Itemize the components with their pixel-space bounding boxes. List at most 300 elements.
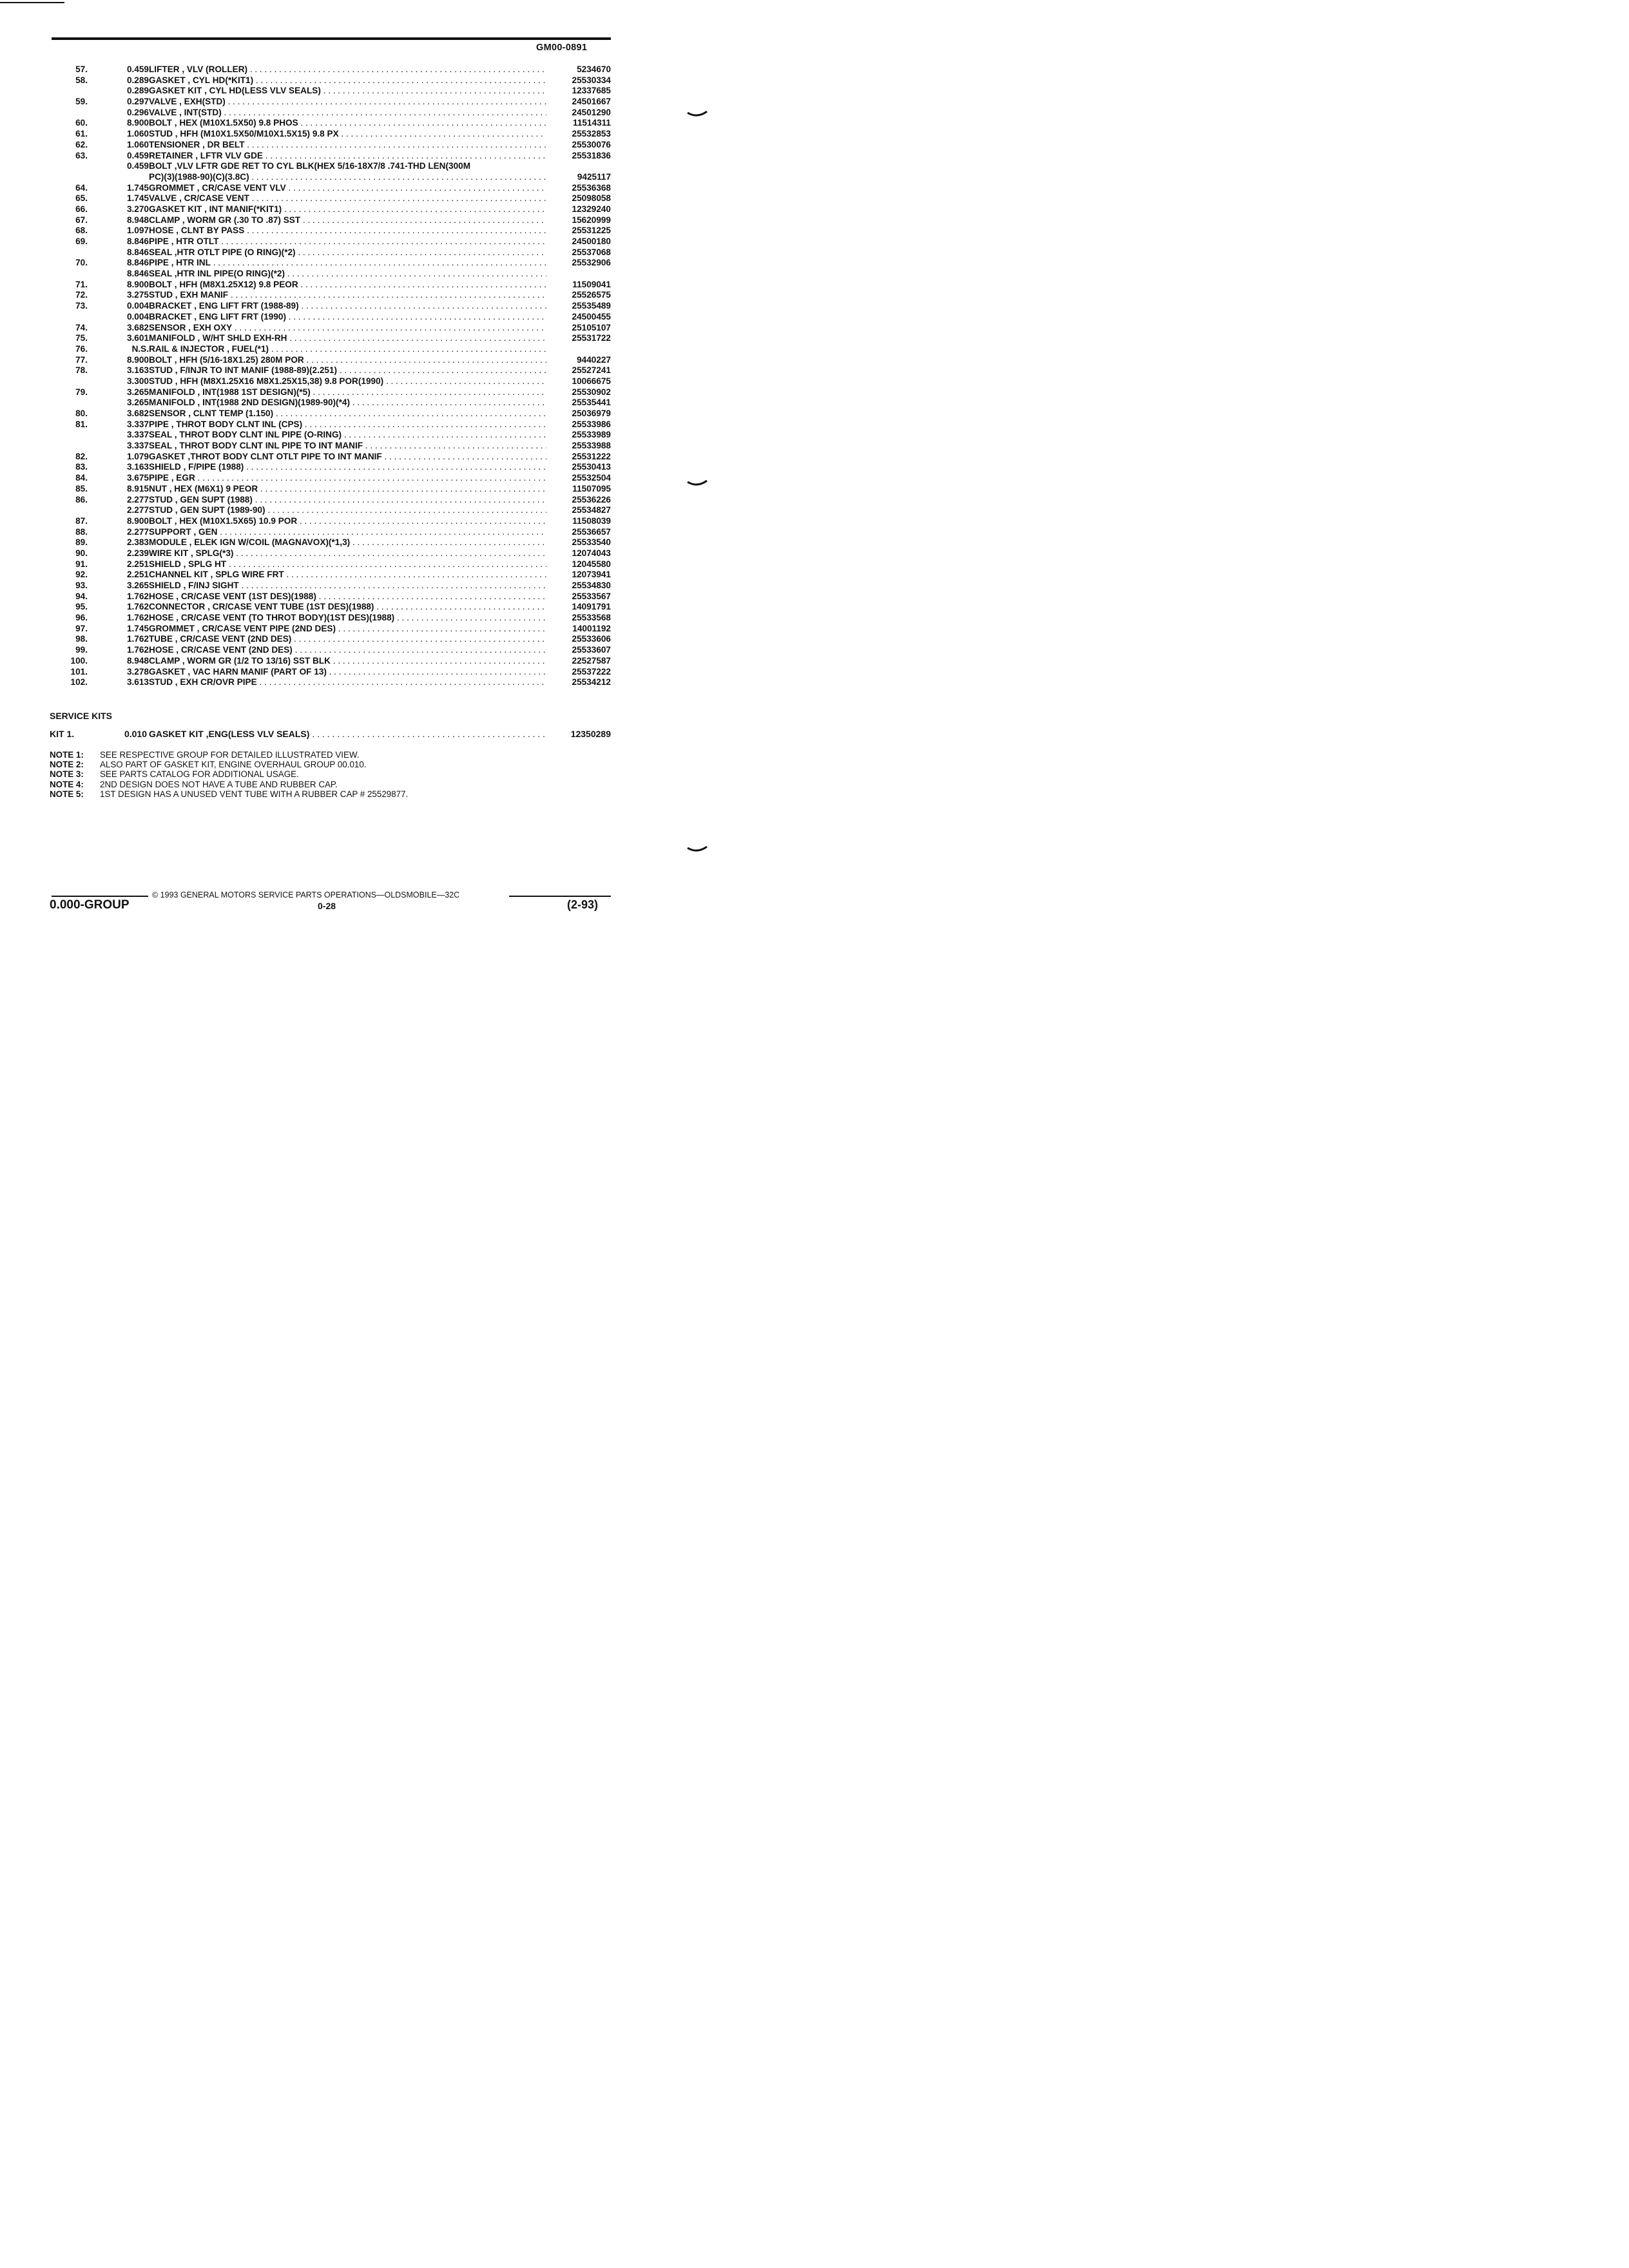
group-number: 8.900 <box>126 279 149 289</box>
part-description: NUT , HEX (M6X1) 9 PEOR . . . <box>149 484 546 495</box>
part-number: 25527241 <box>572 365 611 376</box>
part-number: 25098058 <box>572 193 611 204</box>
part-row <box>52 108 611 119</box>
part-number: 11509041 <box>572 279 611 289</box>
part-description: BOLT , HEX (M10X1.5X50) 9.8 PHOS . . . <box>149 118 546 129</box>
part-row <box>52 634 611 645</box>
item-number: 74. <box>75 322 88 332</box>
part-number: 25533567 <box>572 591 611 601</box>
part-row <box>52 484 611 495</box>
part-description: MANIFOLD , INT(1988 1ST DESIGN)(*5) . . . <box>149 387 546 398</box>
note-label: NOTE 1: <box>50 750 84 760</box>
part-description: GASKET KIT , INT MANIF(*KIT1) . . . <box>149 204 546 215</box>
group-number: 3.278 <box>126 666 149 677</box>
item-number: 61. <box>75 129 88 139</box>
group-number: 0.297 <box>126 97 149 107</box>
part-number: 11508039 <box>572 515 611 526</box>
kit-label: KIT 1. <box>50 729 75 739</box>
binder-ring-mark <box>687 846 708 855</box>
part-number: 25536226 <box>572 494 611 505</box>
item-number: 70. <box>75 258 88 268</box>
item-number: 84. <box>75 473 88 483</box>
kit-part-number: 12350289 <box>570 729 611 739</box>
group-number: N.S. <box>131 343 149 354</box>
item-number: 65. <box>75 193 88 204</box>
group-number: 0.459 <box>126 150 149 160</box>
part-number: 12073941 <box>572 570 611 580</box>
group-number: 1.762 <box>126 634 149 644</box>
part-row <box>52 344 611 355</box>
group-number: 3.270 <box>126 204 149 214</box>
part-description: TUBE , CR/CASE VENT (2ND DES) . . . <box>149 634 546 645</box>
part-description: GROMMET , CR/CASE VENT PIPE (2ND DES) . . . <box>149 624 546 635</box>
group-label: 0.000-GROUP <box>50 898 130 912</box>
note-line <box>50 769 604 779</box>
part-row <box>52 151 611 162</box>
part-number: 25532906 <box>572 258 611 268</box>
note-text: ALSO PART OF GASKET KIT, ENGINE OVERHAUL GROUP 00.010. <box>100 760 367 770</box>
item-number: 58. <box>75 75 88 85</box>
part-number: 25533607 <box>572 645 611 655</box>
part-description: CONNECTOR , CR/CASE VENT TUBE (1ST DES)(1988) . . . <box>149 602 546 613</box>
group-number: 3.163 <box>126 365 149 376</box>
group-number: 3.337 <box>126 441 149 451</box>
part-row <box>52 527 611 538</box>
part-description: MANIFOLD , W/HT SHLD EXH-RH . . . <box>149 333 546 344</box>
part-description: CHANNEL KIT , SPLG WIRE FRT . . . <box>149 570 546 581</box>
item-number: 63. <box>75 150 88 160</box>
part-description: SENSOR , CLNT TEMP (1.150) . . . <box>149 408 546 419</box>
part-description: STUD , HFH (M10X1.5X50/M10X1.5X15) 9.8 PX . . . <box>149 129 546 140</box>
group-number: 8.846 <box>126 258 149 268</box>
item-number: 87. <box>75 515 88 526</box>
group-number: 0.289 <box>126 75 149 85</box>
part-row <box>52 398 611 408</box>
part-row <box>52 645 611 656</box>
part-row <box>52 290 611 301</box>
part-description: BRACKET , ENG LIFT FRT (1988-89) . . . <box>149 301 546 312</box>
item-number: 86. <box>75 494 88 505</box>
part-number: 25036979 <box>572 408 611 418</box>
item-number: 99. <box>75 645 88 655</box>
part-description: SUPPORT , GEN . . . <box>149 527 546 538</box>
group-number: 1.060 <box>126 139 149 149</box>
part-row <box>52 548 611 559</box>
part-row <box>52 570 611 581</box>
part-number: 10066675 <box>572 376 611 386</box>
part-description: GASKET , VAC HARN MANIF (PART OF 13) . . . <box>149 667 546 678</box>
part-number: 25531222 <box>572 451 611 461</box>
part-row <box>52 129 611 140</box>
item-number: 73. <box>75 301 88 311</box>
item-number: 94. <box>75 591 88 601</box>
note-line <box>50 750 604 760</box>
item-number: 64. <box>75 182 88 193</box>
part-description: HOSE , CR/CASE VENT (1ST DES)(1988) . . . <box>149 591 546 602</box>
part-description: PIPE , EGR . . . <box>149 473 546 484</box>
item-number: 101. <box>70 666 88 677</box>
part-number: 12337685 <box>572 86 611 96</box>
catalog-page <box>0 0 738 1031</box>
part-row <box>52 462 611 473</box>
item-number: 66. <box>75 204 88 214</box>
part-row <box>52 161 611 172</box>
part-number: 25534830 <box>572 581 611 590</box>
part-number: 25535489 <box>572 301 611 311</box>
item-number: 100. <box>70 655 88 666</box>
part-description: MODULE , ELEK IGN W/COIL (MAGNAVOX)(*1,3) . . . <box>149 537 546 548</box>
group-number: 3.265 <box>126 581 149 590</box>
part-description: SEAL , THROT BODY CLNT INL PIPE TO INT MANIF . . . <box>149 441 546 452</box>
part-row <box>52 516 611 527</box>
part-description: SHIELD , F/PIPE (1988) . . . <box>149 462 546 473</box>
part-row <box>52 408 611 419</box>
part-description: STUD , GEN SUPT (1989-90) . . . <box>149 505 546 516</box>
part-number: 25536657 <box>572 526 611 537</box>
part-row <box>52 355 611 366</box>
parts-list <box>52 64 611 688</box>
service-kit-row <box>50 729 611 740</box>
part-number: 14001192 <box>572 623 611 633</box>
note-line <box>50 780 604 789</box>
part-row <box>52 613 611 624</box>
part-number: 25533606 <box>572 634 611 644</box>
part-number: 25531836 <box>572 150 611 160</box>
part-row <box>52 419 611 430</box>
note-text: SEE RESPECTIVE GROUP FOR DETAILED ILLUSTRATED VIEW. <box>100 750 360 760</box>
part-description: BOLT ,VLV LFTR GDE RET TO CYL BLK(HEX 5/16-18X7/8 .741-THD LEN(300M <box>149 161 471 171</box>
item-number: 95. <box>75 602 88 612</box>
part-row <box>52 97 611 108</box>
part-number: 25105107 <box>572 322 611 332</box>
binder-ring-mark <box>687 480 708 489</box>
group-number: 2.251 <box>126 559 149 569</box>
group-number: 3.682 <box>126 322 149 332</box>
part-description: STUD , F/INJR TO INT MANIF (1988-89)(2.251) . . . <box>149 365 546 376</box>
item-number: 97. <box>75 623 88 633</box>
part-description: VALVE , INT(STD) . . . <box>149 108 546 119</box>
part-number: 11514311 <box>573 118 611 128</box>
item-number: 85. <box>75 483 88 494</box>
group-number: 3.613 <box>126 677 149 687</box>
group-number: 1.745 <box>126 623 149 633</box>
group-number: 8.846 <box>126 236 149 246</box>
part-description: PIPE , THROT BODY CLNT INL (CPS) . . . <box>149 419 546 430</box>
group-number: 3.163 <box>126 462 149 472</box>
item-number: 59. <box>75 97 88 107</box>
part-number: 9425117 <box>577 171 611 182</box>
top-corner-rule <box>0 2 64 3</box>
page-number: 0-28 <box>318 901 336 911</box>
part-row <box>52 280 611 291</box>
part-description: SEAL ,HTR OTLT PIPE (O RING)(*2) . . . <box>149 247 546 258</box>
part-description: BOLT , HEX (M10X1.5X65) 10.9 POR . . . <box>149 516 546 527</box>
part-number: 25531225 <box>572 226 611 236</box>
note-text: 1ST DESIGN HAS A UNUSED VENT TUBE WITH A RUBBER CAP # 25529877. <box>100 789 409 799</box>
part-row <box>52 365 611 376</box>
part-description: HOSE , CR/CASE VENT (TO THROT BODY)(1ST DES)(1988) . . . <box>149 613 546 624</box>
part-description: SENSOR , EXH OXY . . . <box>149 323 546 334</box>
item-number: 78. <box>75 365 88 376</box>
item-number: 91. <box>75 559 88 569</box>
part-number: 24500180 <box>572 236 611 246</box>
note-label: NOTE 3: <box>50 769 84 780</box>
group-number: 3.337 <box>126 430 149 440</box>
part-description: SEAL ,HTR INL PIPE(O RING)(*2) . . . <box>149 269 546 280</box>
group-number: 1.762 <box>126 613 149 623</box>
item-number: 80. <box>75 408 88 418</box>
part-description: GASKET KIT , CYL HD(LESS VLV SEALS) . . . <box>149 86 546 97</box>
part-row <box>52 624 611 635</box>
item-number: 76. <box>75 343 88 354</box>
group-number: 2.277 <box>126 526 149 537</box>
item-number: 93. <box>75 581 88 590</box>
part-row <box>52 602 611 613</box>
item-number: 90. <box>75 548 88 558</box>
group-number: 2.251 <box>126 570 149 580</box>
part-number: 12329240 <box>572 204 611 214</box>
part-number: 25537222 <box>572 666 611 677</box>
document-id: GM00-0891 <box>536 43 588 53</box>
item-number: 75. <box>75 333 88 343</box>
service-kits-title: SERVICE KITS <box>50 711 112 721</box>
group-number: 2.383 <box>126 537 149 548</box>
part-number: 25533986 <box>572 419 611 429</box>
item-number: 82. <box>75 451 88 461</box>
item-number: 83. <box>75 462 88 472</box>
footer-rule-right <box>509 896 611 897</box>
part-description: CLAMP , WORM GR (.30 TO .87) SST . . . <box>149 215 546 226</box>
copyright-line: © 1993 GENERAL MOTORS SERVICE PARTS OPERATIONS—OLDSMOBILE—32C <box>152 890 460 899</box>
part-number: 11507095 <box>572 483 611 494</box>
group-number: 1.060 <box>126 129 149 139</box>
item-number: 69. <box>75 236 88 246</box>
note-line <box>50 760 604 769</box>
part-description: MANIFOLD , INT(1988 2ND DESIGN)(1989-90)(*4) . . . <box>149 398 546 408</box>
part-row <box>52 430 611 441</box>
item-number: 62. <box>75 139 88 149</box>
part-number: 24501290 <box>572 107 611 117</box>
part-description: RAIL & INJECTOR , FUEL(*1) . . . <box>149 344 546 355</box>
group-number: 8.846 <box>126 269 149 279</box>
item-number: 79. <box>75 387 88 397</box>
part-row <box>52 323 611 334</box>
part-description: SHIELD , SPLG HT . . . <box>149 559 546 570</box>
group-number: 0.459 <box>126 161 149 171</box>
part-number: 25531722 <box>572 333 611 343</box>
group-number: 8.900 <box>126 354 149 365</box>
group-number: 0.296 <box>126 107 149 117</box>
group-number: 3.337 <box>126 419 149 429</box>
part-description: RETAINER , LFTR VLV GDE . . . <box>149 151 546 162</box>
part-description: SEAL , THROT BODY CLNT INL PIPE (O-RING) . . . <box>149 430 546 441</box>
group-number: 8.900 <box>126 515 149 526</box>
group-number: 2.277 <box>126 494 149 505</box>
note-text: 2ND DESIGN DOES NOT HAVE A TUBE AND RUBBER CAP. <box>100 779 338 789</box>
item-number: 98. <box>75 634 88 644</box>
part-description: STUD , GEN SUPT (1988) . . . <box>149 495 546 506</box>
part-row <box>52 677 611 688</box>
group-number: 0.289 <box>126 86 149 96</box>
part-row <box>52 215 611 226</box>
part-number: 24500455 <box>572 311 611 322</box>
group-number: 8.948 <box>126 655 149 666</box>
kit-description: GASKET KIT ,ENG(LESS VLV SEALS) . . . <box>149 729 546 740</box>
part-description: PIPE , HTR OTLT . . . <box>149 236 546 247</box>
group-number: 2.277 <box>126 505 149 515</box>
part-row <box>52 559 611 570</box>
part-number: 9440227 <box>577 354 611 365</box>
part-row <box>52 452 611 463</box>
part-row <box>52 473 611 484</box>
part-row <box>52 441 611 452</box>
kit-group-number: 0.010 <box>124 729 147 739</box>
part-number: 25534212 <box>572 677 611 687</box>
part-row <box>52 376 611 387</box>
group-number: 8.948 <box>126 215 149 225</box>
part-number: 25530902 <box>572 387 611 397</box>
part-number: 12074043 <box>572 548 611 558</box>
part-row <box>52 247 611 258</box>
part-number: 25535441 <box>572 398 611 408</box>
footer-rule-left <box>52 896 148 897</box>
item-number: 57. <box>75 64 88 74</box>
part-row <box>52 75 611 86</box>
item-number: 96. <box>75 613 88 623</box>
part-number: 25526575 <box>572 290 611 300</box>
item-number: 89. <box>75 537 88 548</box>
group-number: 3.265 <box>126 387 149 397</box>
item-number: 77. <box>75 354 88 365</box>
note-label: NOTE 4: <box>50 779 84 789</box>
note-line <box>50 789 604 799</box>
group-number: 1.762 <box>126 602 149 612</box>
part-number: 22527587 <box>572 655 611 666</box>
group-number: 1.745 <box>126 193 149 204</box>
item-number: 67. <box>75 215 88 225</box>
part-row <box>52 86 611 97</box>
item-number: 68. <box>75 226 88 236</box>
item-number: 102. <box>70 677 88 687</box>
notes-list <box>50 750 604 799</box>
note-label: NOTE 2: <box>50 760 84 770</box>
part-row <box>52 495 611 506</box>
part-number: 25533568 <box>572 613 611 623</box>
part-row <box>52 301 611 312</box>
part-row <box>52 591 611 602</box>
part-number: 12045580 <box>572 559 611 569</box>
group-number: 1.745 <box>126 182 149 193</box>
part-description: PIPE , HTR INL . . . <box>149 258 546 269</box>
part-row <box>52 269 611 280</box>
group-number: 1.762 <box>126 591 149 601</box>
part-description: BOLT , HFH (5/16-18X1.25) 280M POR . . . <box>149 355 546 366</box>
part-description: STUD , HFH (M8X1.25X16 M8X1.25X15,38) 9.8 POR(1990) . . . <box>149 376 546 387</box>
group-number: 3.682 <box>126 408 149 418</box>
part-description: BRACKET , ENG LIFT FRT (1990) . . . <box>149 312 546 323</box>
part-number: 25533988 <box>572 441 611 451</box>
item-number: 88. <box>75 526 88 537</box>
group-number: 0.004 <box>126 311 149 322</box>
part-row <box>52 183 611 194</box>
part-description: GROMMET , CR/CASE VENT VLV . . . <box>149 183 546 194</box>
part-row <box>52 258 611 269</box>
part-row <box>52 505 611 516</box>
part-row <box>52 118 611 129</box>
part-description: STUD , EXH CR/OVR PIPE . . . <box>149 677 546 688</box>
header-rule <box>52 37 611 40</box>
part-row <box>52 667 611 678</box>
revision-date: (2-93) <box>567 898 599 911</box>
part-number: 14091791 <box>572 602 611 612</box>
part-description: HOSE , CR/CASE VENT (2ND DES) . . . <box>149 645 546 656</box>
part-number: 25530334 <box>572 75 611 85</box>
part-description: SHIELD , F/INJ SIGHT . . . <box>149 581 546 591</box>
item-number: 72. <box>75 290 88 300</box>
part-description: VALVE , CR/CASE VENT . . . <box>149 193 546 204</box>
part-row <box>52 172 611 183</box>
part-row <box>52 312 611 323</box>
group-number: 8.900 <box>126 118 149 128</box>
part-row <box>52 226 611 236</box>
part-description: STUD , EXH MANIF . . . <box>149 290 546 301</box>
part-description: WIRE KIT , SPLG(*3) . . . <box>149 548 546 559</box>
part-row <box>52 64 611 75</box>
part-number: 25534827 <box>572 505 611 515</box>
part-number: 25533989 <box>572 430 611 440</box>
part-number: 25536368 <box>572 182 611 193</box>
item-number: 60. <box>75 118 88 128</box>
group-number: 1.079 <box>126 451 149 461</box>
part-row <box>52 333 611 344</box>
part-row <box>52 140 611 151</box>
part-description: BOLT , HFH (M8X1.25X12) 9.8 PEOR . . . <box>149 280 546 291</box>
group-number: 8.846 <box>126 247 149 257</box>
group-number: 3.265 <box>126 398 149 408</box>
part-number: 15620999 <box>572 215 611 225</box>
part-row <box>52 581 611 591</box>
binder-ring-mark <box>687 111 708 120</box>
note-text: SEE PARTS CATALOG FOR ADDITIONAL USAGE. <box>100 769 299 780</box>
part-description: VALVE , EXH(STD) . . . <box>149 97 546 108</box>
part-row <box>52 204 611 215</box>
part-description: HOSE , CLNT BY PASS . . . <box>149 226 546 236</box>
group-number: 1.762 <box>126 645 149 655</box>
group-number: 2.239 <box>126 548 149 558</box>
group-number: 3.601 <box>126 333 149 343</box>
item-number: 81. <box>75 419 88 429</box>
part-description: TENSIONER , DR BELT . . . <box>149 140 546 151</box>
group-number: 3.300 <box>126 376 149 386</box>
group-number: 0.004 <box>126 301 149 311</box>
part-description: GASKET ,THROT BODY CLNT OTLT PIPE TO INT MANIF . . . <box>149 452 546 463</box>
part-number: 25530413 <box>572 462 611 472</box>
item-number: 92. <box>75 570 88 580</box>
part-number: 25530076 <box>572 139 611 149</box>
note-label: NOTE 5: <box>50 789 84 799</box>
part-row <box>52 387 611 398</box>
group-number: 3.275 <box>126 290 149 300</box>
part-number: 25532853 <box>572 129 611 139</box>
part-number: 24501667 <box>572 97 611 107</box>
part-description: CLAMP , WORM GR (1/2 TO 13/16) SST BLK . . . <box>149 656 546 667</box>
part-description: PC)(3)(1988-90)(C)(3.8C) . . . <box>149 172 546 183</box>
part-row <box>52 236 611 247</box>
part-row <box>52 656 611 667</box>
part-row <box>52 537 611 548</box>
item-number: 71. <box>75 279 88 289</box>
part-description: LIFTER , VLV (ROLLER) . . . <box>149 64 546 75</box>
